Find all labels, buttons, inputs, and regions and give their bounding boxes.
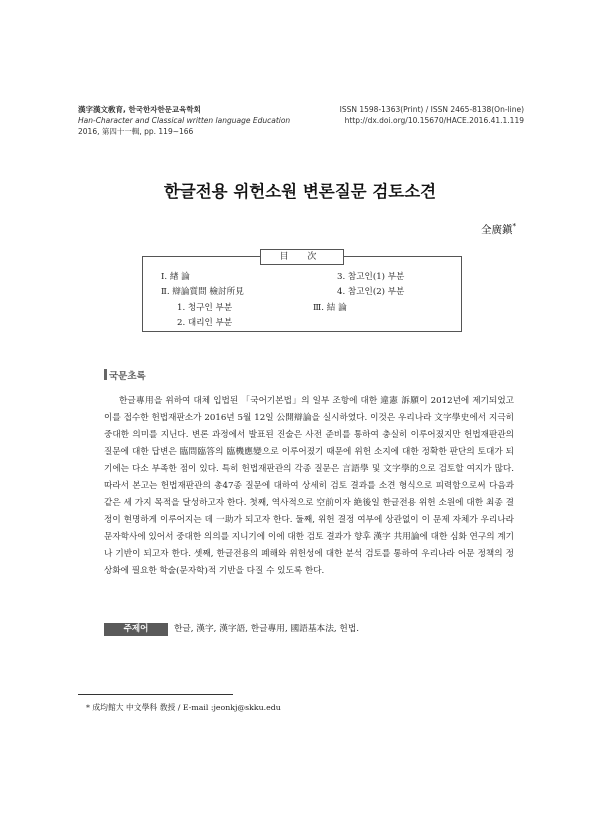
- journal-english-name: Han-Character and Classical written language Education: [78, 116, 291, 125]
- author-name: 全廣鎭: [481, 224, 513, 236]
- keywords-label: 주제어: [104, 623, 168, 636]
- author-footnote-mark: *: [512, 222, 516, 231]
- journal-issue: 2016, 第四十一輯, pp. 119~166: [78, 127, 194, 136]
- journal-name: 漢字漢文敎育, 한국한자한문교육학회: [78, 105, 201, 114]
- toc-item: Ⅱ. 辯論質問 檢討所見: [161, 287, 244, 297]
- toc-item: 3. 참고인(1) 부분: [337, 272, 405, 282]
- footnote: * 成均館大 中文學科 敎授 / E-mail :jeonkj@skku.edu: [86, 703, 281, 712]
- publication-info: [264, 104, 524, 126]
- toc-item: Ⅲ. 結 論: [313, 303, 347, 313]
- toc-heading: 目 次: [260, 249, 344, 265]
- toc-item: 4. 참고인(2) 부분: [337, 287, 405, 297]
- abstract-heading-label: 국문초록: [109, 371, 146, 382]
- table-of-contents: [142, 252, 462, 332]
- abstract-text: 한글專用을 위하여 대체 입법된 「국어기본법」의 일부 조항에 대한 違憲 訴願이 2012년에 제기되었고 이를 접수한 헌법재판소가 2016년 5월 12일 公開辯論을 실시하였다. 이것은 우리나라 文字學史에서 지극히 중대한 의미를 지닌다. 변론 과정에서 발표된 진술은 사전 준비를 통하여 충실히 이루어졌지만 헌법재판관의 질문에 대한 답변은 臨問臨答의 臨機應變으로 이루어졌기 때문에 위헌 소지에 대한 정확한 판단의 토대가 되기에는 다소 부족한 점이 있다. 특히 헌법재판관의 각종 질문은 言語學 및 文字學的으로 검토할 여지가 많다. 따라서 본고는 헌법재판관의 총47종 질문에 대하여 상세히 검토 결과를 소견 형식으로 피력함으로써 다음과 같은 세 가지 목적을 달성하고자 한다. 첫째, 역사적으로 空前이자 絶後일 한글전용 위헌 소원에 대한 최종 결정이 현명하게 이루어지는 데 一助가 되고자 한다. 둘째, 위헌 결정 여부에 상관없이 이 문제 자체가 우리나라 문자학사에 있어서 중대한 의의를 지니기에 이에 대한 검토 결과가 향후 漢字 共用論에 대한 심화 연구의 계기나 기반이 되고자 한다. 셋째, 한글전용의 폐해와 위헌성에 대한 분석 검토를 통하여 우리나라 어문 정책의 정상화에 필요한 학술(문자학)적 기반을 다질 수 있도록 한다.: [104, 396, 514, 576]
- paper-title: 한글전용 위헌소원 변론질문 검토소견: [163, 182, 437, 201]
- keywords-text: 한글, 漢字, 漢字語, 한글專用, 國語基本法, 헌법.: [174, 624, 359, 634]
- footnote-rule: [78, 694, 233, 695]
- heading-bar: [104, 369, 107, 380]
- doi-link[interactable]: http://dx.doi.org/10.15670/HACE.2016.41.1.119: [344, 116, 524, 125]
- issn: ISSN 1598-1363(Print) / ISSN 2465-8138(On-line): [339, 105, 524, 114]
- toc-item: 2. 대리인 부분: [177, 318, 233, 328]
- toc-item: 1. 청구인 부분: [177, 303, 233, 313]
- toc-item: Ⅰ. 緖 論: [161, 272, 190, 282]
- abstract-heading: [104, 368, 146, 382]
- author: [481, 222, 516, 237]
